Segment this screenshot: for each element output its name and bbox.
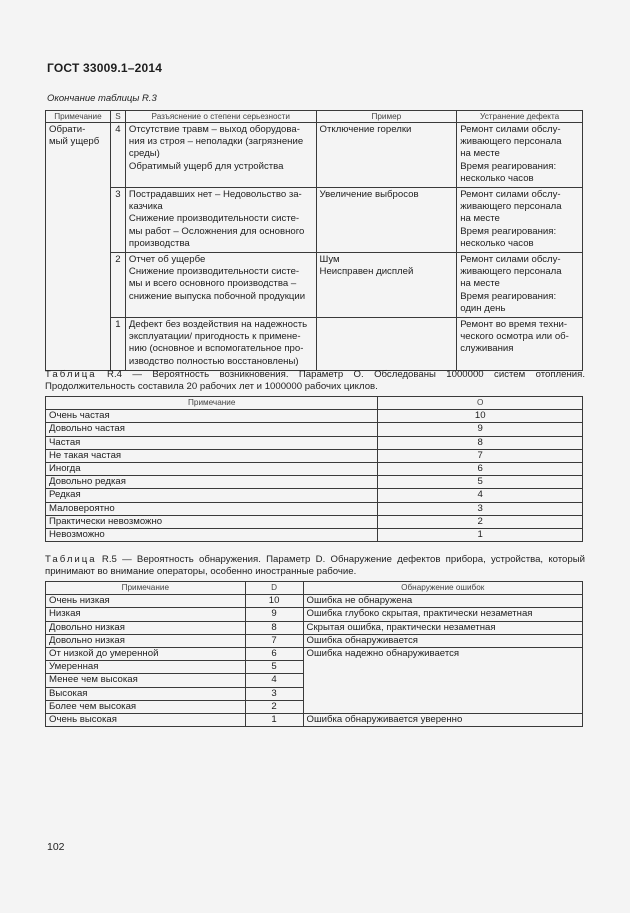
note-cell: Обрати- мый ущерб [46, 123, 111, 371]
table-title: R.4 — Вероятность возникновения. Параметр O. Обследованы 1000000 систем отопления. Продолжительность составила 20 рабочих лет и 1000000 рабочих циклов. [45, 369, 585, 393]
table-label: Таблица [45, 554, 97, 565]
detection-cell: Скрытая ошибка, практически незаметная [303, 621, 582, 634]
value-cell: 4 [245, 674, 303, 687]
table-row [46, 463, 583, 476]
column-header: S [110, 111, 125, 123]
table-row [46, 476, 583, 489]
note-cell: Очень частая [46, 410, 378, 423]
fix-cell: Ремонт силами обслу- живающего персонала на месте Время реагирования: несколько часов [457, 188, 583, 253]
note-cell: Маловероятно [46, 502, 378, 515]
fix-cell: Ремонт силами обслу- живающего персонала на месте Время реагирования: один день [457, 253, 583, 318]
table-body [46, 595, 583, 727]
note-cell: Высокая [46, 687, 246, 700]
table-row [46, 423, 583, 436]
value-cell: 1 [378, 529, 583, 542]
note-cell: Низкая [46, 608, 246, 621]
value-cell: 10 [378, 410, 583, 423]
table-row [46, 502, 583, 515]
table-header-row [46, 111, 583, 123]
value-cell: 1 [245, 714, 303, 727]
example-cell: Шум Неисправен дисплей [316, 253, 457, 318]
value-cell: 7 [378, 449, 583, 462]
value-cell: 10 [245, 595, 303, 608]
table-row [46, 648, 583, 661]
page-number: 102 [47, 841, 65, 853]
table-row [46, 608, 583, 621]
table-row [46, 529, 583, 542]
severity-cell: 1 [110, 318, 125, 371]
table-label: Таблица [45, 369, 97, 380]
value-cell: 5 [245, 661, 303, 674]
table-r4-caption [45, 369, 585, 394]
example-cell: Отключение горелки [316, 123, 457, 188]
value-cell: 9 [245, 608, 303, 621]
note-cell: Довольно частая [46, 423, 378, 436]
table-row [46, 515, 583, 528]
fix-cell: Ремонт силами обслу- живающего персонала на месте Время реагирования: несколько часов [457, 123, 583, 188]
detection-cell: Ошибка обнаруживается уверенно [303, 714, 582, 727]
table-row [46, 123, 583, 188]
column-header: Разъяснение о степени серьезности [125, 111, 316, 123]
table-title: R.5 — Вероятность обнаружения. Параметр D. Обнаружение дефектов прибора, устройства, который принимают во внимание операторы, особенно иностранные рабочие. [45, 554, 585, 578]
value-cell: 8 [378, 436, 583, 449]
value-cell: 6 [378, 463, 583, 476]
note-cell: Не такая частая [46, 449, 378, 462]
note-cell: Менее чем высокая [46, 674, 246, 687]
table-header-row [46, 397, 583, 410]
note-cell: Невозможно [46, 529, 378, 542]
table-row [46, 489, 583, 502]
table-row [46, 436, 583, 449]
explanation-cell: Дефект без воздействия на надежность эксплуатации/ пригодность к примене- нию (основное и вспомогательное про- изводство полностью восстановлены) [125, 318, 316, 371]
document-title: ГОСТ 33009.1–2014 [47, 61, 163, 75]
value-cell: 3 [245, 687, 303, 700]
value-cell: 9 [378, 423, 583, 436]
table-row [46, 449, 583, 462]
note-cell: Умеренная [46, 661, 246, 674]
table-r5 [45, 581, 583, 727]
severity-cell: 2 [110, 253, 125, 318]
explanation-cell: Отсутствие травм – выход оборудова- ния из строя – неполадки (загрязнение среды) Обратимый ущерб для устройства [125, 123, 316, 188]
note-cell: От низкой до умеренной [46, 648, 246, 661]
column-header: Примечание [46, 111, 111, 123]
value-cell: 2 [378, 515, 583, 528]
table-header-row [46, 582, 583, 595]
severity-cell: 4 [110, 123, 125, 188]
table-row [46, 318, 583, 371]
column-header: Обнаружение ошибок [303, 582, 582, 595]
table-r5-caption [45, 554, 585, 579]
detection-cell: Ошибка надежно обнаруживается [303, 648, 582, 714]
table-r3 [45, 110, 583, 371]
note-cell: Иногда [46, 463, 378, 476]
column-header: Примечание [46, 582, 246, 595]
table-row [46, 634, 583, 647]
note-cell: Довольно низкая [46, 621, 246, 634]
value-cell: 2 [245, 700, 303, 713]
table-row [46, 595, 583, 608]
note-cell: Более чем высокая [46, 700, 246, 713]
table-row [46, 621, 583, 634]
table-r3-caption: Окончание таблицы R.3 [47, 93, 157, 104]
table-row [46, 188, 583, 253]
note-cell: Очень низкая [46, 595, 246, 608]
example-cell: Увеличение выбросов [316, 188, 457, 253]
fix-cell: Ремонт во время техни- ческого осмотра или об- служивания [457, 318, 583, 371]
column-header: Пример [316, 111, 457, 123]
note-cell: Довольно низкая [46, 634, 246, 647]
column-header: Примечание [46, 397, 378, 410]
table-body [46, 410, 583, 542]
explanation-cell: Пострадавших нет – Недовольство за- казчика Снижение производительности систе- мы работ – Осложнения для основного производства [125, 188, 316, 253]
column-header: O [378, 397, 583, 410]
table-r4 [45, 396, 583, 542]
value-cell: 4 [378, 489, 583, 502]
value-cell: 8 [245, 621, 303, 634]
table-row [46, 714, 583, 727]
column-header: Устранение дефекта [457, 111, 583, 123]
note-cell: Частая [46, 436, 378, 449]
detection-cell: Ошибка глубоко скрытая, практически незаметная [303, 608, 582, 621]
value-cell: 6 [245, 648, 303, 661]
explanation-cell: Отчет об ущербе Снижение производительности систе- мы и всего основного производства – снижение выпуска побочной продукции [125, 253, 316, 318]
severity-cell: 3 [110, 188, 125, 253]
value-cell: 5 [378, 476, 583, 489]
note-cell: Редкая [46, 489, 378, 502]
note-cell: Довольно редкая [46, 476, 378, 489]
table-row [46, 410, 583, 423]
detection-cell: Ошибка не обнаружена [303, 595, 582, 608]
example-cell [316, 318, 457, 371]
note-cell: Очень высокая [46, 714, 246, 727]
note-cell: Практически невозможно [46, 515, 378, 528]
table-row [46, 253, 583, 318]
column-header: D [245, 582, 303, 595]
value-cell: 7 [245, 634, 303, 647]
value-cell: 3 [378, 502, 583, 515]
detection-cell: Ошибка обнаруживается [303, 634, 582, 647]
